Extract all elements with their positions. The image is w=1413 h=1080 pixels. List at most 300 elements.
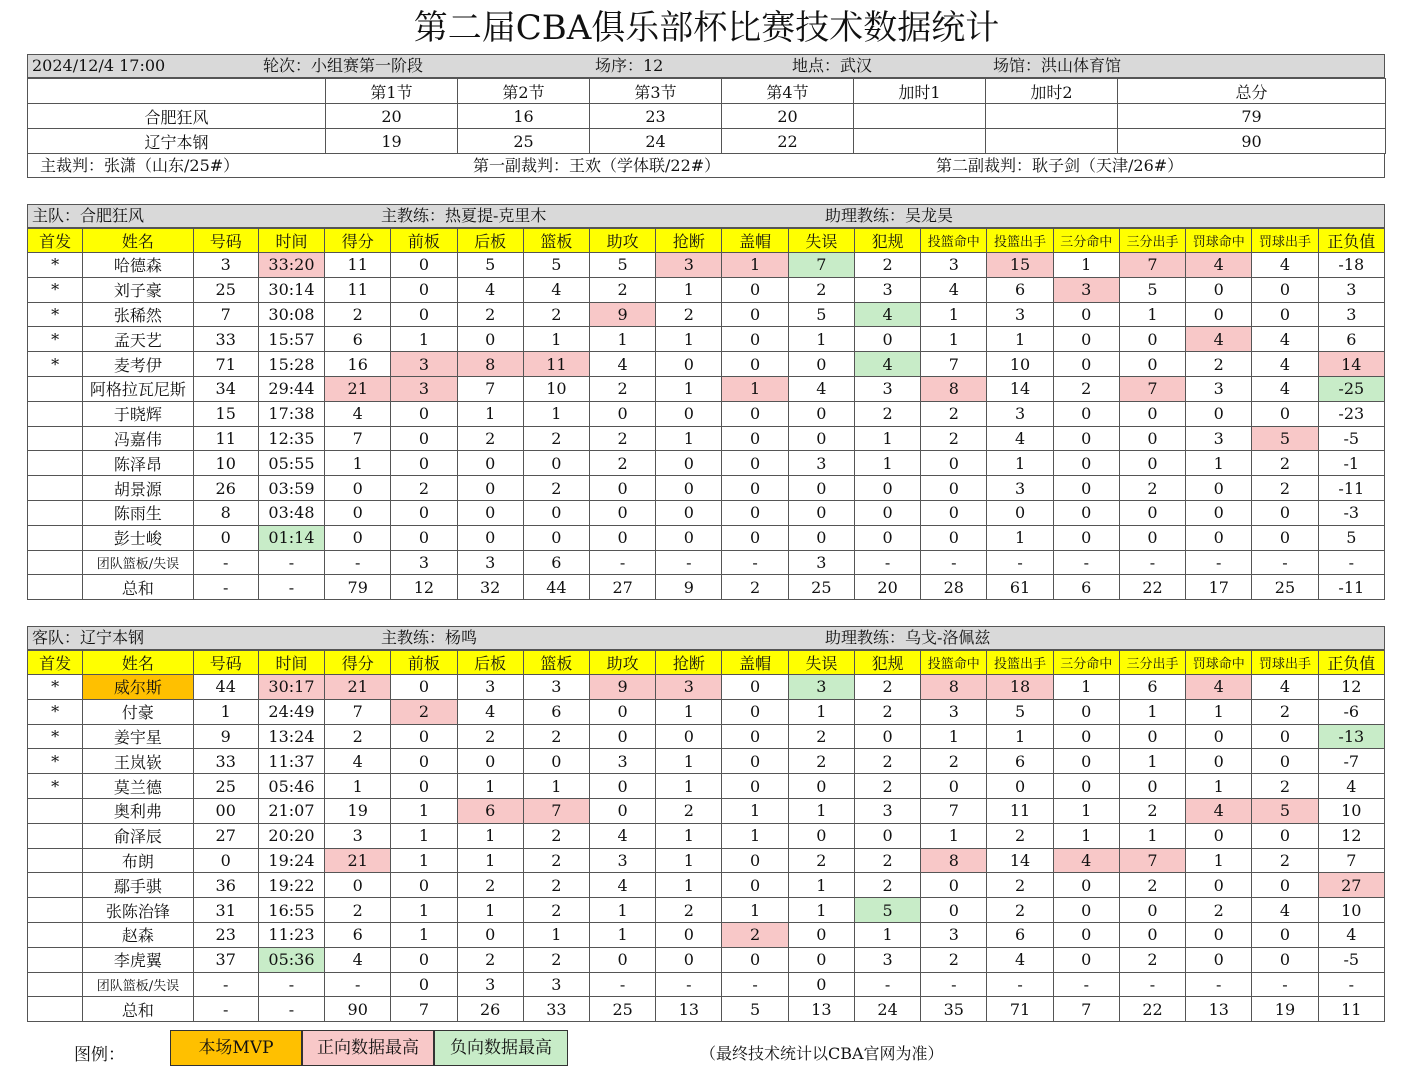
blocks-cell: 0	[722, 476, 788, 501]
three-attempted-cell: 22	[1119, 997, 1185, 1022]
fouls-cell: 3	[854, 798, 920, 823]
header-three-attempted: 三分出手	[1119, 229, 1185, 253]
fg-made-cell: 2	[921, 401, 987, 426]
turnovers-cell: 0	[788, 947, 854, 972]
points-cell: 21	[325, 848, 391, 873]
ft-made-cell: 3	[1186, 376, 1252, 401]
three-made-cell: 0	[1053, 451, 1119, 476]
assists-cell: 0	[590, 401, 656, 426]
defensive-rebounds-cell: 1	[457, 823, 523, 848]
turnovers-cell: 2	[788, 724, 854, 749]
points-cell: 0	[325, 476, 391, 501]
three-attempted-cell: 0	[1119, 525, 1185, 550]
defensive-rebounds-cell: 0	[457, 525, 523, 550]
player-name-cell: 陈雨生	[83, 500, 193, 525]
steals-cell: 0	[656, 525, 722, 550]
jersey-number-cell: 9	[193, 724, 258, 749]
minutes-cell: 05:36	[258, 947, 324, 972]
offensive-rebounds-cell: 0	[391, 724, 457, 749]
ft-made-cell: 0	[1186, 277, 1252, 302]
turnovers-cell: 2	[788, 749, 854, 774]
steals-cell: 1	[656, 749, 722, 774]
points-cell: 7	[325, 699, 391, 724]
player-row	[28, 823, 1385, 848]
blocks-cell: 5	[722, 997, 788, 1022]
minutes-cell: 19:24	[258, 848, 324, 873]
header-turnovers: 失误	[788, 651, 854, 675]
three-attempted-cell: 0	[1119, 500, 1185, 525]
fg-attempted-cell: 0	[987, 774, 1053, 799]
header-points: 得分	[325, 651, 391, 675]
ft-attempted-cell: 2	[1252, 451, 1318, 476]
rebounds-cell: 7	[523, 798, 589, 823]
rebounds-cell: 0	[523, 749, 589, 774]
blocks-cell: 0	[722, 675, 788, 700]
blocks-cell: 0	[722, 401, 788, 426]
three-made-cell: 0	[1053, 500, 1119, 525]
offensive-rebounds-cell: 1	[391, 327, 457, 352]
minutes-cell: 15:28	[258, 352, 324, 377]
steals-cell: 1	[656, 376, 722, 401]
totals-row	[28, 575, 1385, 600]
steals-cell: 9	[656, 575, 722, 600]
rebounds-cell: 6	[523, 550, 589, 575]
fouls-cell: 20	[854, 575, 920, 600]
header-three-attempted: 三分出手	[1119, 651, 1185, 675]
offensive-rebounds-cell: 0	[391, 451, 457, 476]
three-made-cell: 0	[1053, 724, 1119, 749]
offensive-rebounds-cell: 0	[391, 525, 457, 550]
player-name-cell: 哈德森	[83, 253, 193, 278]
steals-cell: 1	[656, 823, 722, 848]
fg-attempted-cell: 61	[987, 575, 1053, 600]
header-player-name: 姓名	[83, 229, 193, 253]
blocks-cell: -	[722, 972, 788, 997]
fg-made-cell: 2	[921, 426, 987, 451]
points-cell: 21	[325, 675, 391, 700]
assists-cell: 5	[590, 253, 656, 278]
blocks-cell: 1	[722, 798, 788, 823]
starter-cell: *	[28, 277, 83, 302]
header-defensive-rebounds: 后板	[457, 651, 523, 675]
ft-attempted-cell: 0	[1252, 401, 1318, 426]
plus-minus-cell: 4	[1318, 922, 1384, 947]
blocks-cell: 0	[722, 451, 788, 476]
points-cell: 0	[325, 873, 391, 898]
rebounds-cell: 2	[523, 426, 589, 451]
offensive-rebounds-cell: 3	[391, 376, 457, 401]
fg-attempted-cell: 14	[987, 376, 1053, 401]
offensive-rebounds-cell: 1	[391, 823, 457, 848]
header-three-made: 三分命中	[1053, 651, 1119, 675]
three-attempted-cell: 2	[1119, 947, 1185, 972]
rebounds-cell: 2	[523, 848, 589, 873]
three-attempted-cell: 1	[1119, 302, 1185, 327]
jersey-number-cell: 7	[193, 302, 258, 327]
jersey-number-cell: -	[193, 575, 258, 600]
jersey-number-cell: 27	[193, 823, 258, 848]
ft-attempted-cell: 0	[1252, 525, 1318, 550]
legend-mvp: 本场MVP	[170, 1030, 302, 1066]
fouls-cell: 2	[854, 699, 920, 724]
legend-label: 图例：	[74, 1045, 125, 1065]
turnovers-cell: 3	[788, 550, 854, 575]
ft-made-cell: 4	[1186, 675, 1252, 700]
three-made-cell: 0	[1053, 749, 1119, 774]
rebounds-cell: 1	[523, 774, 589, 799]
fg-made-cell: 3	[921, 253, 987, 278]
three-attempted-cell: 6	[1119, 675, 1185, 700]
score-team-name: 合肥狂风	[28, 104, 326, 129]
turnovers-cell: 1	[788, 699, 854, 724]
player-name-cell: 张稀然	[83, 302, 193, 327]
header-offensive-rebounds: 前板	[391, 229, 457, 253]
blocks-cell: 1	[722, 823, 788, 848]
starter-cell	[28, 451, 83, 476]
header-blocks: 盖帽	[722, 229, 788, 253]
blocks-cell: 0	[722, 774, 788, 799]
minutes-cell: 19:22	[258, 873, 324, 898]
ft-attempted-cell: 0	[1252, 823, 1318, 848]
three-made-cell: 0	[1053, 327, 1119, 352]
rebounds-cell: 1	[523, 327, 589, 352]
rebounds-cell: 2	[523, 873, 589, 898]
score-header-cell: 加时2	[986, 79, 1118, 104]
starter-cell: *	[28, 675, 83, 700]
plus-minus-cell: 27	[1318, 873, 1384, 898]
defensive-rebounds-cell: 2	[457, 947, 523, 972]
fg-made-cell: 0	[921, 873, 987, 898]
defensive-rebounds-cell: 1	[457, 848, 523, 873]
team-rebounds-row	[28, 550, 1385, 575]
score-header-cell: 总分	[1118, 79, 1386, 104]
fouls-cell: 0	[854, 500, 920, 525]
starter-cell	[28, 476, 83, 501]
fg-attempted-cell: 5	[987, 699, 1053, 724]
header-starter: 首发	[28, 651, 83, 675]
ft-made-cell: 1	[1186, 848, 1252, 873]
rebounds-cell: 2	[523, 724, 589, 749]
three-made-cell: 3	[1053, 277, 1119, 302]
stats-note: （最终技术统计以CBA官网为准）	[700, 1044, 944, 1063]
blocks-cell: 1	[722, 898, 788, 923]
player-row	[28, 500, 1385, 525]
plus-minus-cell: 6	[1318, 327, 1384, 352]
ft-made-cell: 0	[1186, 922, 1252, 947]
defensive-rebounds-cell: 2	[457, 873, 523, 898]
starter-cell	[28, 823, 83, 848]
blocks-cell: 1	[722, 253, 788, 278]
assists-cell: 2	[590, 376, 656, 401]
assists-cell: 2	[590, 277, 656, 302]
assists-cell: 0	[590, 476, 656, 501]
starter-cell	[28, 525, 83, 550]
score-cell	[854, 129, 986, 154]
second-referee: 第二副裁判：耿子剑（天津/26#）	[936, 156, 1184, 175]
turnovers-cell: 1	[788, 327, 854, 352]
defensive-rebounds-cell: 8	[457, 352, 523, 377]
starter-cell	[28, 401, 83, 426]
three-made-cell: 1	[1053, 798, 1119, 823]
ft-made-cell: 0	[1186, 401, 1252, 426]
ft-attempted-cell: 4	[1252, 253, 1318, 278]
defensive-rebounds-cell: 3	[457, 550, 523, 575]
player-row	[28, 426, 1385, 451]
defensive-rebounds-cell: 32	[457, 575, 523, 600]
away-stats-table	[27, 650, 1385, 1022]
jersey-number-cell: 15	[193, 401, 258, 426]
plus-minus-cell: -3	[1318, 500, 1384, 525]
minutes-cell: 24:49	[258, 699, 324, 724]
blocks-cell: 0	[722, 327, 788, 352]
ft-made-cell: 0	[1186, 302, 1252, 327]
ft-attempted-cell: 4	[1252, 898, 1318, 923]
fg-made-cell: 1	[921, 823, 987, 848]
fg-attempted-cell: -	[987, 550, 1053, 575]
three-attempted-cell: 0	[1119, 352, 1185, 377]
plus-minus-cell: -1	[1318, 451, 1384, 476]
offensive-rebounds-cell: 0	[391, 302, 457, 327]
ft-made-cell: 4	[1186, 253, 1252, 278]
ft-made-cell: 1	[1186, 699, 1252, 724]
steals-cell: 3	[656, 675, 722, 700]
points-cell: 0	[325, 500, 391, 525]
starter-cell: *	[28, 749, 83, 774]
plus-minus-cell: -	[1318, 972, 1384, 997]
jersey-number-cell: -	[193, 972, 258, 997]
fg-attempted-cell: 11	[987, 798, 1053, 823]
assists-cell: 0	[590, 500, 656, 525]
match-datetime: 2024/12/4 17:00	[32, 56, 166, 75]
plus-minus-cell: 3	[1318, 302, 1384, 327]
score-team-name: 辽宁本钢	[28, 129, 326, 154]
starter-cell	[28, 848, 83, 873]
ft-attempted-cell: -	[1252, 550, 1318, 575]
score-cell: 19	[326, 129, 458, 154]
three-made-cell: 0	[1053, 476, 1119, 501]
fg-attempted-cell: 71	[987, 997, 1053, 1022]
offensive-rebounds-cell: 0	[391, 426, 457, 451]
three-made-cell: -	[1053, 972, 1119, 997]
ft-attempted-cell: 0	[1252, 922, 1318, 947]
match-info-bar	[27, 54, 1385, 78]
starter-cell	[28, 798, 83, 823]
three-attempted-cell: 0	[1119, 724, 1185, 749]
player-name-cell: 刘子豪	[83, 277, 193, 302]
points-cell: 1	[325, 451, 391, 476]
page-title: 第二届CBA俱乐部杯比赛技术数据统计	[413, 8, 1000, 48]
steals-cell: 13	[656, 997, 722, 1022]
fouls-cell: 4	[854, 352, 920, 377]
fg-attempted-cell: 2	[987, 823, 1053, 848]
ft-made-cell: 0	[1186, 823, 1252, 848]
offensive-rebounds-cell: 1	[391, 848, 457, 873]
score-cell: 23	[590, 104, 722, 129]
fg-attempted-cell: 3	[987, 401, 1053, 426]
defensive-rebounds-cell: 1	[457, 774, 523, 799]
rebounds-cell: 2	[523, 947, 589, 972]
header-ft-attempted: 罚球出手	[1252, 229, 1318, 253]
three-made-cell: 4	[1053, 848, 1119, 873]
three-attempted-cell: 2	[1119, 476, 1185, 501]
defensive-rebounds-cell: 0	[457, 922, 523, 947]
assists-cell: 2	[590, 451, 656, 476]
header-assists: 助攻	[590, 651, 656, 675]
points-cell: -	[325, 550, 391, 575]
score-header-cell: 第2节	[458, 79, 590, 104]
points-cell: 4	[325, 947, 391, 972]
turnovers-cell: 7	[788, 253, 854, 278]
turnovers-cell: 2	[788, 277, 854, 302]
header-rebounds: 篮板	[523, 651, 589, 675]
ft-attempted-cell: 2	[1252, 699, 1318, 724]
fouls-cell: 2	[854, 253, 920, 278]
fouls-cell: 1	[854, 451, 920, 476]
fg-made-cell: 0	[921, 451, 987, 476]
ft-attempted-cell: 0	[1252, 724, 1318, 749]
score-header-cell	[28, 79, 326, 104]
blocks-cell: 0	[722, 500, 788, 525]
header-fg-made: 投篮命中	[921, 651, 987, 675]
assists-cell: 1	[590, 922, 656, 947]
player-name-cell: 总和	[83, 997, 193, 1022]
starter-cell: *	[28, 327, 83, 352]
minutes-cell: 11:37	[258, 749, 324, 774]
fouls-cell: 0	[854, 476, 920, 501]
assists-cell: 0	[590, 724, 656, 749]
jersey-number-cell: 10	[193, 451, 258, 476]
ft-made-cell: 17	[1186, 575, 1252, 600]
rebounds-cell: 0	[523, 451, 589, 476]
offensive-rebounds-cell: 3	[391, 352, 457, 377]
jersey-number-cell: 0	[193, 848, 258, 873]
three-made-cell: 0	[1053, 302, 1119, 327]
minutes-cell: 11:23	[258, 922, 324, 947]
turnovers-cell: 3	[788, 451, 854, 476]
points-cell: 2	[325, 302, 391, 327]
starter-cell	[28, 500, 83, 525]
fouls-cell: 2	[854, 675, 920, 700]
defensive-rebounds-cell: 5	[457, 253, 523, 278]
player-name-cell: 于晓辉	[83, 401, 193, 426]
fouls-cell: 0	[854, 525, 920, 550]
plus-minus-cell: 12	[1318, 675, 1384, 700]
three-made-cell: 0	[1053, 947, 1119, 972]
player-row	[28, 774, 1385, 799]
minutes-cell: -	[258, 972, 324, 997]
jersey-number-cell: 44	[193, 675, 258, 700]
steals-cell: 0	[656, 500, 722, 525]
steals-cell: -	[656, 972, 722, 997]
plus-minus-cell: -25	[1318, 376, 1384, 401]
ft-made-cell: 13	[1186, 997, 1252, 1022]
points-cell: 19	[325, 798, 391, 823]
blocks-cell: 0	[722, 426, 788, 451]
home-stats-table	[27, 228, 1385, 600]
minutes-cell: 20:20	[258, 823, 324, 848]
referee-bar	[27, 153, 1385, 178]
plus-minus-cell: -	[1318, 550, 1384, 575]
steals-cell: 0	[656, 922, 722, 947]
plus-minus-cell: -11	[1318, 476, 1384, 501]
assists-cell: 4	[590, 873, 656, 898]
offensive-rebounds-cell: 0	[391, 500, 457, 525]
turnovers-cell: 1	[788, 873, 854, 898]
fouls-cell: 2	[854, 749, 920, 774]
offensive-rebounds-cell: 1	[391, 922, 457, 947]
points-cell: -	[325, 972, 391, 997]
player-name-cell: 赵森	[83, 922, 193, 947]
rebounds-cell: 11	[523, 352, 589, 377]
header-minutes: 时间	[258, 651, 324, 675]
header-ft-attempted: 罚球出手	[1252, 651, 1318, 675]
starter-cell: *	[28, 302, 83, 327]
jersey-number-cell: 34	[193, 376, 258, 401]
fg-made-cell: -	[921, 972, 987, 997]
defensive-rebounds-cell: 6	[457, 798, 523, 823]
score-header-cell: 加时1	[854, 79, 986, 104]
ft-made-cell: 0	[1186, 749, 1252, 774]
header-steals: 抢断	[656, 229, 722, 253]
jersey-number-cell: 33	[193, 749, 258, 774]
ft-made-cell: 2	[1186, 352, 1252, 377]
blocks-cell: 0	[722, 699, 788, 724]
player-name-cell: 麦考伊	[83, 352, 193, 377]
score-header-cell: 第3节	[590, 79, 722, 104]
offensive-rebounds-cell: 12	[391, 575, 457, 600]
plus-minus-cell: 7	[1318, 848, 1384, 873]
player-name-cell: 团队篮板/失误	[83, 972, 193, 997]
rebounds-cell: 6	[523, 699, 589, 724]
rebounds-cell: 2	[523, 823, 589, 848]
player-name-cell: 冯嘉伟	[83, 426, 193, 451]
turnovers-cell: 0	[788, 922, 854, 947]
steals-cell: 1	[656, 774, 722, 799]
score-header-cell: 第4节	[722, 79, 854, 104]
home-team-header	[27, 204, 1385, 228]
offensive-rebounds-cell: 1	[391, 798, 457, 823]
fouls-cell: 3	[854, 376, 920, 401]
ft-attempted-cell: -	[1252, 972, 1318, 997]
turnovers-cell: 2	[788, 848, 854, 873]
fg-attempted-cell: 6	[987, 277, 1053, 302]
steals-cell: 2	[656, 302, 722, 327]
ft-attempted-cell: 25	[1252, 575, 1318, 600]
blocks-cell: 0	[722, 302, 788, 327]
legend-positive: 正向数据最高	[302, 1030, 434, 1066]
assists-cell: 25	[590, 997, 656, 1022]
header-fg-attempted: 投篮出手	[987, 651, 1053, 675]
ft-made-cell: 1	[1186, 774, 1252, 799]
header-plus-minus: 正负值	[1318, 651, 1384, 675]
fg-made-cell: 0	[921, 525, 987, 550]
fg-attempted-cell: 2	[987, 898, 1053, 923]
three-made-cell: 6	[1053, 575, 1119, 600]
ft-attempted-cell: 0	[1252, 947, 1318, 972]
plus-minus-cell: -13	[1318, 724, 1384, 749]
score-cell: 16	[458, 104, 590, 129]
player-name-cell: 总和	[83, 575, 193, 600]
rebounds-cell: 0	[523, 525, 589, 550]
turnovers-cell: 0	[788, 426, 854, 451]
defensive-rebounds-cell: 0	[457, 451, 523, 476]
jersey-number-cell: 26	[193, 476, 258, 501]
three-attempted-cell: 22	[1119, 575, 1185, 600]
points-cell: 11	[325, 253, 391, 278]
three-made-cell: 1	[1053, 823, 1119, 848]
minutes-cell: 30:08	[258, 302, 324, 327]
steals-cell: 0	[656, 451, 722, 476]
